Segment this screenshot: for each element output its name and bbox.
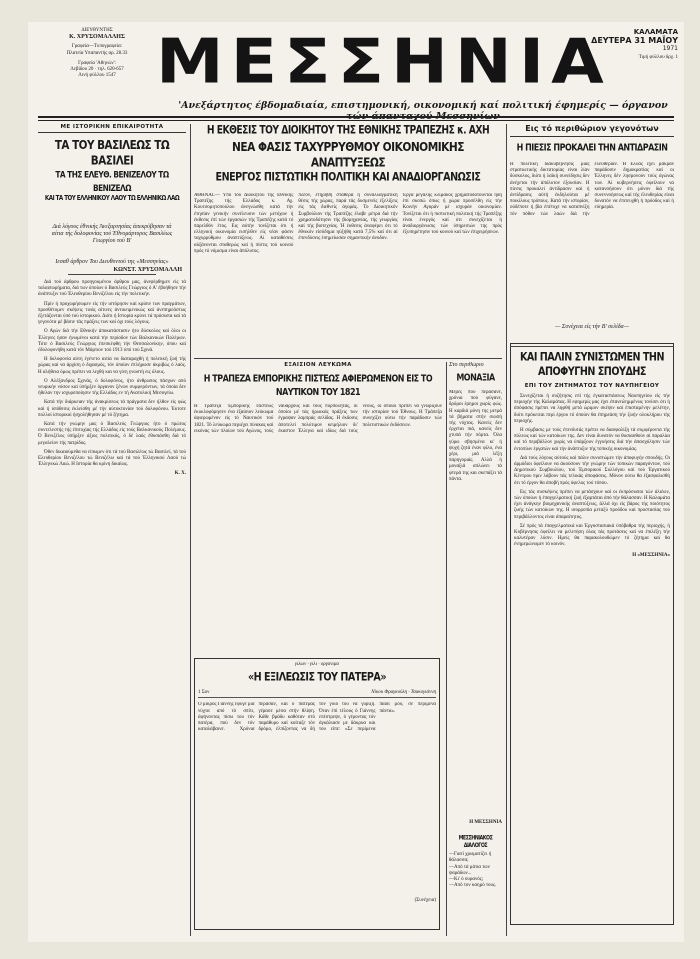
story-headline: «Η ΕΞΙΛΕΩΣΙΣ ΤΟΥ ΠΑΤΕΡΑ» <box>247 671 387 685</box>
story-article <box>194 658 440 930</box>
paragraph: Η δολοφονία αύτη έγένετο αιτία να διαταραχθή ή πολιτική ζωή τής χώρας καί να άρχίση ό διχασμός, τόν όποίον έπλήρωσε άκριβώς ό λαός. Η αλήθεια όμως πρέπει να λεχθή και να γίνη γνωστή εις όλους. <box>38 357 186 375</box>
verse-kicker: Στο περιθώριο <box>449 362 484 368</box>
bank-report-article <box>194 124 502 356</box>
album-body: Η Τράπεζα Έμπορικής Πίστεως έκυκλοφόρησεν ένα έξαίσιον λεύκωμα άφιερωμένον είς τό Ναυτικόν τού 1821. Τό λεύκωμα περιέχει πίνακας καί εικόνας τών πλοίων τού Αγώνος, τούς ναυάρχους καί τούς πυρπολητάς, οι όποίοι μέ τάς ήρωικάς πράξεις των έγραψαν λαμπράς σελίδας. Η έκδοσις άποτελεί πολύτιμον κειμήλιον δι' έκαστον Έλληνα καί ιδίως διά τούς νέους, οι όποίοι πρέπει να γνωρίζουν τήν ιστορίαν τού Έθνους. Η Τράπεζα συνεχίζει ούτω τήν παράδοσιν τών πολιτιστικών έκδόσεων. <box>194 404 442 434</box>
dialogue-line: —Κι' ό ουρανός; <box>449 877 484 883</box>
publisher-line: Κ. ΧΡΥΣΟΜΑΛΛΗΣ <box>69 34 125 41</box>
article-byline: Ιεσαθ άρθρον Του Διευθυντού της «Μεσσηνίας» <box>55 259 169 265</box>
headline-line: ΤΑ ΤΗΣ ΕΛΕΥΘ. ΒΕΝΙΖΕΛΟΥ ΤΩ ΒΕΝΙΖΕΛΩ <box>55 169 169 194</box>
editorial-kicker: Εις τό περιθώριον γεγονότων <box>510 124 674 137</box>
divider <box>68 274 156 275</box>
dialogue-line: —Από τον καημό τους. <box>449 883 497 889</box>
article-kicker: ΜΕ ΙΣΤΟΡΙΚΗΝ ΕΠΙΚΑΙΡΟΤΗΤΑ <box>38 124 186 133</box>
story-byline <box>198 690 436 698</box>
paragraph: Εις τάς συσκέψεις πρέπει να μετάσχουν καί οι έκπρόσωποι τών άλιέων, τών όποίων ή έπαγγελματική ζωή έξαρτάται άπό τήν θάλασσαν. Η Καλαμάτα έχει άνάγκην βιομηχανικής άναπτύξεως, άλλά όχι είς βάρος τής ποιότητος ζωής τών κατοίκων της. Η ισορροπία μεταξύ προόδου καί προστασίας τού περιβάλλοντος είναι άπαραίτητος. <box>514 489 670 520</box>
publisher-line: Γραφεία—Τυπογραφεία: <box>71 44 123 50</box>
shipyard-signature: Η «ΜΕΣΣΗΝΙΑ» <box>632 552 670 558</box>
story-byline-right: Νίκου Φραγκούλη · Τσακογιάννη <box>371 690 436 696</box>
bank-body <box>194 193 502 323</box>
bank-body-column: ΑΘΗΝΑΙ.— Υπό τού Διοικητού τής Εθνικής Τραπέζης τής Ελλάδος κ. Αχ. Κουτσομητοπούλου άνεγνώσθη κατά τήν έτησίαν γενικήν συνέλευσιν τών μετόχων ή έκθεσις έπί τών έργασιών τής Τραπέζης κατά τό παρελθόν έτος. Εις αύτήν τονίζεται ότι ή ελληνική οικονομία εισήλθεν είς νέαν φάσιν ταχυρρύθμου άναπτύξεως. Αί καταθέσεις αύξάνονται σταθερώς καί ή πίστις τού κοινού πρός τό νόμισμα είναι άπόλυτος. <box>194 193 294 254</box>
paragraph: Συνεχίζεται ή συζήτησις επί τής έγκαταστάσεως Ναυπηγείου είς τήν περιοχήν τής Καλαμάτας. Η εφημερίς μας έχει έπανειλημμένως τονίσει ότι ή άπόφασις πρέπει να ληφθή μετά ώριμον σκέψιν καί έπισταμένην μελέτην, διότι πρόκειται περί έργου τό όποίον θα έπηρεάση τήν ζωήν ολοκλήρου τής περιοχής. <box>514 394 670 424</box>
headline-line: ΚΑΙ ΤΑ ΤΟΥ ΕΛΛΗΝΙΚΟΥ ΛΑΟΥ ΤΩ ΕΛΛΗΝΙΚΩ ΛΑΩ <box>44 195 180 203</box>
publisher-line: Λινή φύλλου 1547 <box>78 73 116 79</box>
editorial-continue: — Συνέχεια είς τήν Β' σελίδα— <box>554 324 630 330</box>
masthead: ΜΕΣΣΗΝΙΑ <box>156 26 611 98</box>
dialogue-line: —Γιατί χρωματίζει ή θάλασσα; <box>449 852 492 864</box>
column-divider <box>506 124 507 936</box>
paragraph: Κατά τήν διάρκειαν τής άνακρίσεως τά πράγματα δεν ήλθον είς φώς καί ή ύπόθεσις έκλείσθη μέ τήν αύτοκτονίαν τού δολοφόνου. Έκτοτε πολλοί ίστορικοί ήσχολήθησαν μέ τό ζήτημα. <box>38 400 186 418</box>
verse-signature: Η ΜΕΣΣΗΝΙΑ <box>469 820 502 825</box>
publisher-line: Πλατεία Υπαπαντής αρ. 28.33 <box>66 50 128 56</box>
paragraph: Πρίν ή προχωρήσωμεν είς τήν ιστόρησιν καί κρίσιν των πραγμάτων, προσθέτομεν σκέψεις τινάς αίτινες άντικειμενικώς καί άνεπηρεάστως έξετάζονται ύπό τού ίστορικού. Διότι ή Ιστορία κρίνει τά πρόσωπα καί τά γεγονότα μέ βάσιν τάς πράξεις των καί όχι τούς λόγους. <box>38 301 186 326</box>
album-kicker: ΕΞΑΙΣΙΟΝ ΛΕΥΚΩΜΑ <box>284 362 352 368</box>
column-divider <box>446 362 447 936</box>
city: ΚΑΛΑΜΑΤΑ <box>633 28 678 36</box>
headline-line: ΤΑ ΤΟΥ ΒΑΣΙΛΕΩΣ ΤΩ ΒΑΣΙΛΕΙ <box>54 138 170 168</box>
issue-year: 1971 <box>662 45 678 52</box>
verse-column <box>449 362 502 936</box>
tagline: 'Ανεξάρτητος έβδομαδιαία, επιστημονική, οικονομική καί πολιτική έφημερίς — όργανον <box>178 100 668 111</box>
paragraph: Διά τούς λόγους αύτούς καί πάλιν συνιστώμεν τήν άποφυγήν σπουδής. Οι άρμόδιοι όφείλουν να άκούσουν τήν γνώμην τών τοπικών παραγόντων, τού Δημοτικού Συμβουλίου, τού Έμπορικού Συλλόγου καί τού Έργατικού Κέντρου πριν λάβουν τάς τελικάς άποφάσεις. Μόνον ούτω θα έξασφαλισθή ότι τό έργον θα άποβή πρός όφελος τού τόπου. <box>514 455 670 486</box>
story-body: Ο μικρός Γιάννης έφυγε μιά νύχτα από τό σπίτι, άφήνοντας πίσω του τόν πατέρα, πού δεν τόν καταλάβαινε. Χρόνια πέρασαν, καί ό πατέρας γέρασε μέσα στήν θλίψη. Κάθε βράδυ καθόταν στό παράθυρο καί κοίταζε τόν δρόμο, έλπίζοντας να δή τόν γυιό του να γυρίζη. Όταν έπί τέλους ό Γιάννης επέστρεψε, ό γέροντας τόν άγκάλιασε με δάκρυα και του είπε: «Σε περίμενα παιδί μου, σε περίμενα πάντα». <box>198 702 436 733</box>
story-byline-left: 1 Σον <box>198 690 210 696</box>
paragraph: Ο Αγών διά τήν Εθνικήν άποκατάστασιν ήτο δύσκολος καί όλοι οι Έλληνες ήσαν ήνωμένοι κατά τήν περίοδον τών Βαλκανικών Πολέμων. Τότε ό Βασιλεύς Γεώργιος έπεσκέφθη τήν Θεσσαλονίκην, όπου καί έδολοφονήθη κατά τόν Μάρτιον τού 1913 ύπό τού Σχινά. <box>38 329 186 354</box>
verse-headline: ΜΟΝΑΞΙΑ <box>456 372 495 383</box>
divider <box>510 346 674 347</box>
bank-headline-1: Η ΕΚΘΕΣΙΣ ΤΟΥ ΔΙΟΙΚΗΤΟΥ ΤΗΣ ΕΘΝΙΚΗΣ ΤΡΑΠΕΖΗΣ κ. ΑΧΗ <box>206 124 490 138</box>
article-author: ΚΩΝΣΤ. ΧΡΥΣΟΜΑΛΛΗ <box>113 267 182 273</box>
section-divider <box>194 358 502 359</box>
article-body <box>38 280 186 478</box>
article-signature: Κ. Χ. <box>174 471 186 477</box>
dialogue-body <box>449 852 502 889</box>
lead-article <box>38 124 186 936</box>
editorial-column <box>510 124 674 936</box>
publisher-info <box>42 28 152 79</box>
publisher-line: Λεβίδου 20 · τηλ. 620-657 <box>70 67 124 73</box>
article-subhead: Διά λόγους έθνικής Άνεξαρτησίας άπεκρύβησαν τά αίτια τής δολοφονίας τού Έθνομάρτυρος Βασιλέως Γεωργίου τού Β' <box>51 224 173 244</box>
editorial-headline: Η ΠΙΕΣΙΣ ΠΡΟΚΑΛΕΙ ΤΗΝ ΑΝΤΙΔΡΑΣΙΝ <box>516 142 668 153</box>
verse-body: Μέρες πού περάσανε, χρόνια πού φύγανε, δρόμοι έρημοι χωρίς φώς. Η καρδιά μόνη της μετρά τά βήματα στήν σιωπή τής νύχτας. Κανείς δεν έρχεται πιά, κανείς δεν χτυπά τήν πόρτα. Όλα γύρω σβησμένα κι' ή ψυχή ζητά έναν φίλο, ένα χέρι, μιά λέξη παρηγοριάς. Αλλά ή μοναξιά απλώνει τά φτερά της και σκεπάζει τά πάντα. <box>449 390 502 482</box>
header-rule-thin <box>38 120 674 121</box>
issue-date: ΔΕΥΤΕΡΑ 31 ΜΑΪΟΥ <box>591 36 678 45</box>
album-article <box>194 362 442 654</box>
shipyard-headline: ΚΑΙ ΠΑΛΙΝ ΣΥΝΙΣΤΩΜΕΝ ΤΗΝ ΑΠΟΦΥΓΗΝ ΣΠΟΥΔΗΣ <box>519 351 664 379</box>
story-continue: (Συνέχεια) <box>414 898 436 904</box>
header-rule <box>38 116 674 118</box>
paragraph: Ο Αλέξανδρος Σχινάς, ό δολοφόνος, ήτο άνθρωπος πάσχων από νευρικήν νόσον καί ύπήρξεν όργανον ξένων συμφερόντων, τά όποία δεν ήθελαν την ισχυροποίησιν τής Ελλάδος εν τή Ανατολική Μεσογείω. <box>38 378 186 397</box>
bank-body-column: πλέον, έτηρήθη σταθερά ή συναλλαγματική θέσις τής χώρας, παρά τάς δυσμενείς έξελίξεις είς τάς διεθνείς άγοράς. Το Διοικητικόν Συμβούλιον τής Τραπέζης έλαβε μέτρα διά τήν χρηματοδότησιν τής βιομηχανίας, τής γεωργίας καί τής βιοτεχνίας. Ή έκθεσις άναφέρει ότι τό έθνικόν είσόδημα ηύξήθη κατά 7,5% καί ότι αί έπενδύσεις έσημείωσαν σημαντικήν άνοδον. <box>298 193 398 242</box>
dialogue-line: —Από τά μάτια των ψαράδων... <box>449 864 490 876</box>
paragraph: Διά τού άρθρου προηγουμένου άρθρου μας, άνεφέρθημεν είς τά ταλαιπωρήματα, διά των όποίων ό Βασιλεύς Γεώργιος ό Α' έβοήθησε τήν άνάπτυξιν τού Έλευθερίου Βενιζέλου είς τήν πολιτικήν. <box>38 280 186 298</box>
publisher-line: Γραφεία 'Αθηνών': <box>78 60 116 66</box>
shipyard-body <box>514 394 670 559</box>
paragraph: Όθεν δικαιούμεθα να είπωμεν ότι τά τού Βασιλέως τώ Βασιλεί, τά τού Ελευθερίου Βενιζέλου τώ Βενιζέλω καί τά τού Έλληνικού Λαού τώ Έλληνικώ Λαώ. Η Ιστορία θα κρίνη δικαίως. <box>38 449 186 468</box>
article-headline <box>38 138 186 214</box>
paragraph: Σέ πρός τά έπαγγελματικά και Έργοστασιακά ύπόβαθρα τής περιοχής, ή Κυβέρνησις όφείλει να μελετήση όλας τάς προτάσεις καί να έπιλέξη τήν καλυτέραν λύσιν. Ημείς θα παρακολουθώμεν τό ζήτημα καί θα ένημερώνωμεν τό κοινόν. <box>514 523 670 548</box>
bank-headline-3: ΕΝΕΡΓΟΣ ΠΙΣΤΩΤΙΚΗ ΠΟΛΙΤΙΚΗ ΚΑΙ ΑΝΑΔΙΟΡΓΑΝΩΣΙΣ <box>215 171 481 185</box>
editorial-body: Η πολιτική διακυβέρνησις μιάς στρατιωτικής δικτατορίας είναι λίαν δύσκολος, διότι ή λαϊκή συνείδησις δεν άνέχεται τήν άπόλυτον έξουσίαν. Η πίεσις προκαλεί άντίδρασιν καί ή άντίδρασις αύτή έκδηλούται μέ ποικίλους τρόπους. Κατά τήν ιστορίαν, ούδέποτε ή βία έπέτυχε να καταπνίξη τόν πόθον τών λαών διά τήν έλευθερίαν. Ή Ελλάς έχει μακράν παράδοσιν δημοκρατίας καί οι Έλληνες δέν λησμονούν τούς άγώνας των. Αί κυβερνήσεις όφείλουν να κατανοήσουν ότι μόνον διά τής συνεννοήσεως καί τής έλευθερίας είναι δυνατόν να έπιτευχθή ή πρόοδος καί ή εύημερία. <box>510 162 674 217</box>
issue-info <box>568 28 678 61</box>
paragraph: Η σύμβασις με τούς έπενδυτάς πρέπει να διασφαλίζη τά συμφέροντα τής πόλεως καί τών κατοίκων της. Δεν είναι δυνατόν να θυσιασθούν αί παραλίαι καί τό περιβάλλον χωρίς να ύπάρξουν έγγυήσεις διά τήν άπασχόλησιν τών έντοπίων έργατών καί τήν άνάπτυξιν τής τοπικής οικονομίας. <box>514 428 670 452</box>
shipyard-subhead: ΕΠΙ ΤΟΥ ΖΗΤΗΜΑΤΟΣ ΤΟΥ ΝΑΥΠΗΓΕΙΟΥ <box>524 383 660 389</box>
publisher-line: ΔΙΕΥΘΥΝΤΗΣ <box>81 28 113 33</box>
newspaper-page <box>28 22 684 942</box>
story-kicker: γιλων · γιλι · οργανιμα <box>295 662 339 667</box>
issue-price: Τιμή φύλλου δρχ. 1 <box>638 55 678 60</box>
dialogue-headline: ΜΕΣΣΗΝΙΑΚΟΣ ΔΙΑΛΟΓΟΣ <box>458 836 493 850</box>
paragraph: Κατά τήν γνώμην μας ό Βασιλεύς Γεώργιος ήτο ό πρώτος συντελεστής τής έπιτυχίας τής Ελλάδος είς τούς Βαλκανικούς Πολέμους. Ό Βενιζέλος ύπήρξεν άξιος πολιτικός, ό δέ λαός έθυσιάσθη διά τό μεγαλείον τής πατρίδος. <box>38 422 186 446</box>
shipyard-article <box>510 343 674 925</box>
column-divider <box>190 124 191 936</box>
bank-body-column: Έργα μεγάλης κλίμακος χρηματοδοτούνται ήδη έπί σκοπώ όπως ή χώρα προσέλθη είς τήν Κοινήν Αγοράν μέ ισχυράν οικονομίαν. Τονίζεται ότι ή πιστωτική πολιτική τής Τραπέζης είναι ένεργός καί ότι συνεχίζεται ή άναδιοργάνωσις τών ύπηρεσιών της πρός έξυπηρέτησιν τού κοινού καί τών έπιχειρήσεων. <box>402 193 502 236</box>
bank-headline-2: ΝΕΑ ΦΑΣΙΣ ΤΑΧΥΡΡΥΘΜΟΥ ΟΙΚΟΝΟΜΙΚΗΣ ΑΝΑΠΤΥΞΕΩΣ <box>231 140 464 170</box>
album-headline: Η ΤΡΑΠΕΖΑ ΕΜΠΟΡΙΚΗΣ ΠΙΣΤΕΩΣ ΑΦΙΕΡΩΜΕΝΟΝ ΕΙΣ ΤΟ ΝΑΥΤΙΚΟΝ ΤΟΥ 1821 <box>203 373 433 398</box>
